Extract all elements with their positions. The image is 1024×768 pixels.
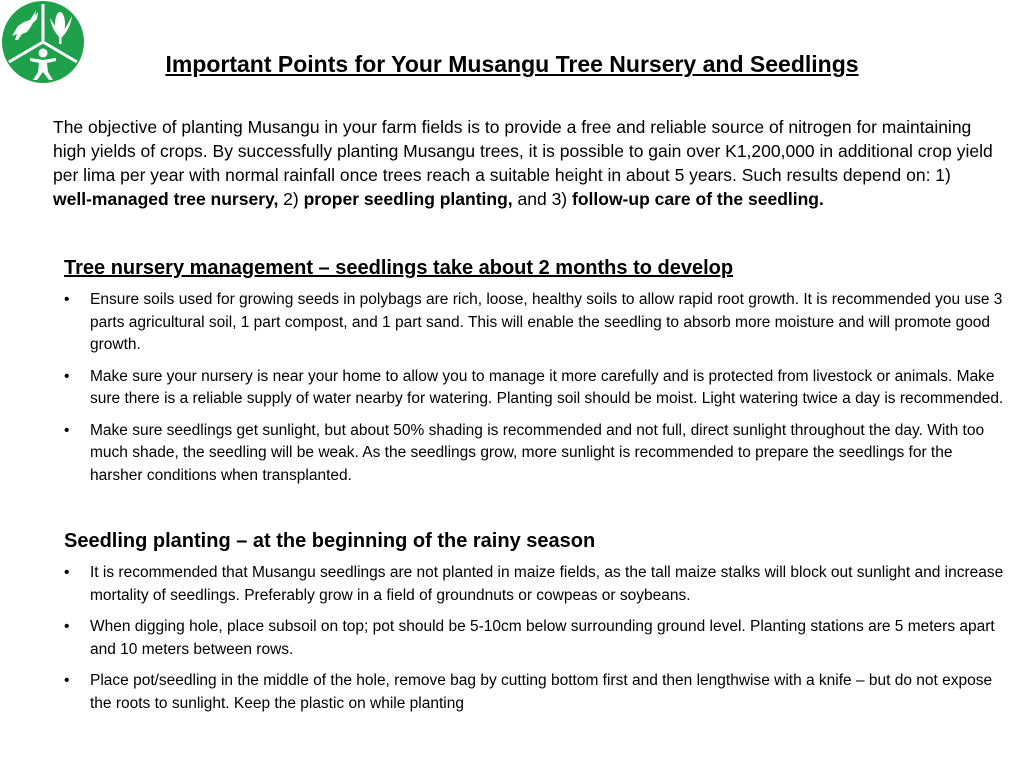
bullet-list [64, 289, 1004, 487]
section-heading: Tree nursery management – seedlings take about 2 months to develop [64, 257, 734, 279]
list-item [64, 670, 1004, 715]
section-nursery-management [64, 255, 1004, 496]
section-heading: Seedling planting – at the beginning of the rainy season [64, 530, 596, 552]
bullet-icon: • [64, 564, 70, 581]
list-item [64, 562, 1004, 607]
bullet-icon: • [64, 421, 70, 439]
page-title: Important Points for Your Musangu Tree Nursery and Seedlings [165, 51, 859, 77]
intro-text-1: The objective of planting Musangu in your farm fields is to provide a free and reliable source of nitrogen for maintaining high yields of crops. By successfully planting Musangu trees, it is possible to gain over K1,200,000 in additional crop yield per lima per year with normal rainfall once trees reach a suitable height in about 5 years. Such results depend on: 1) [53, 117, 993, 185]
list-item-text: When digging hole, place subsoil on top; pot should be 5-10cm below surrounding ground level. Planting stations are 5 meters apart and 10 meters between rows. [90, 618, 995, 658]
intro-text-2: 2) [278, 189, 304, 209]
list-item [64, 616, 1004, 661]
intro-bold-nursery: well-managed tree nursery, [53, 189, 279, 209]
list-item-text: Ensure soils used for growing seeds in polybags are rich, loose, healthy soils to allow rapid root growth. It is recommended you use 3 parts agricultural soil, 1 part compost, and 1 part sand. This will enable the seedling to absorb more moisture and will promote good growth. [90, 291, 1003, 353]
intro-paragraph [53, 115, 993, 211]
intro-bold-planting: proper seedling planting, [303, 189, 513, 209]
bullet-icon: • [64, 618, 70, 635]
bullet-icon: • [64, 291, 70, 308]
section-seedling-planting [64, 528, 1004, 724]
list-item-text: Make sure seedlings get sunlight, but about 50% shading is recommended and not full, direct sunlight throughout the day. With too much shade, the seedling will be weak. As the seedlings grow, more sunlight is recommended to prepare the seedlings for the harsher conditions when transplanted. [90, 421, 985, 484]
bullet-icon: • [64, 672, 70, 689]
list-item [64, 366, 1004, 411]
intro-bold-care: follow-up care of the seedling. [572, 189, 824, 209]
bullet-icon: • [64, 367, 70, 385]
list-item-text: Place pot/seedling in the middle of the hole, remove bag by cutting bottom first and then lengthwise with a knife – but do not expose the roots to sunlight. Keep the plastic on while planting [90, 672, 993, 712]
list-item [64, 289, 1004, 357]
list-item-text: It is recommended that Musangu seedlings are not planted in maize fields, as the tall maize stalks will block out sunlight and increase mortality of seedlings. Preferably grow in a field of groundnuts or cowpeas or soybeans. [90, 564, 1004, 604]
intro-text-3: and 3) [512, 189, 573, 209]
list-item-text: Make sure your nursery is near your home to allow you to manage it more carefully and is protected from livestock or animals. Make sure there is a reliable supply of water nearby for watering. Planting soil should be moist. Light watering twice a day is recommended. [90, 367, 1004, 407]
bullet-list [64, 562, 1004, 715]
list-item [64, 420, 1004, 488]
